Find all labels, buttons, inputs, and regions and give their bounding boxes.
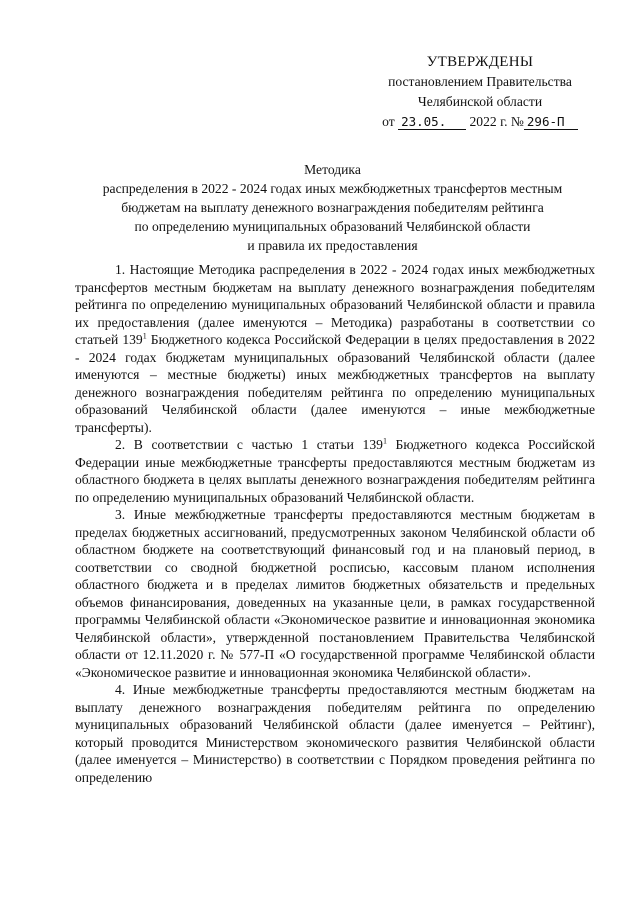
paragraph-2-text-a: 2. В соответствии с частью 1 статьи 139 (115, 437, 383, 452)
title-line-3: бюджетам на выплату денежного вознаграждения победителям рейтинга (121, 200, 544, 215)
approval-heading: УТВЕРЖДЕНЫ (426, 54, 534, 70)
paragraph-3: 3. Иные межбюджетные трансферты предоставляются местным бюджетам в пределах бюджетных ассигнований, предусмотренных законом Челябинской области об областном бюджете на соответствующий финансовый год и на плановый период, в соответствии со сводной бюджетной росписью, кассовым планом исполнения областного бюджета и в пределах лимитов бюджетных обязательств и предельных объемов финансирования, доведенных на указанные цели, в рамках государственной программы Челябинской области «Экономическое развитие и инновационная экономика Челябинской области», утвержденной постановлением Правительства Челябинской области от 12.11.2020 г. № 577-П «О государственной программе Челябинской области «Экономическое развитие и инновационная экономика Челябинской области». (75, 507, 595, 680)
paragraph-2-superscript: 1 (382, 436, 387, 446)
paragraph-2 (75, 436, 595, 506)
year-text: 2022 г. № (469, 114, 524, 129)
title-line-1: Методика (304, 162, 361, 177)
paragraph-1-text-a: 1. Настоящие Методика распределения в 2022 - 2024 годах иных межбюджетных трансфертов местным бюджетам на выплату денежного вознаграждения победителям рейтинга по определению муниципальных образований Челябинской области и правила их предоставления (далее именуются – Методика) разработаны в соответствии со статьей 139 (75, 262, 595, 347)
paragraph-1 (75, 261, 595, 436)
date-prefix: от (382, 114, 395, 129)
title-line-4: по определению муниципальных образований Челябинской области (134, 219, 531, 234)
document-body (75, 261, 595, 786)
title-line-2: распределения в 2022 - 2024 годах иных межбюджетных трансфертов местным (102, 181, 563, 196)
document-title (60, 160, 605, 255)
paragraph-2-text-b: Бюджетного кодекса Российской Федерации иные межбюджетные трансферты предоставляются местным бюджетам из областного бюджета в целях выплаты денежного вознаграждения победителям рейтинга по определению муниципальных образований Челябинской области. (75, 437, 595, 505)
approval-date-line (340, 112, 620, 132)
paragraph-4: 4. Иные межбюджетные трансферты предоставляются местным бюджетам на выплату денежного вознаграждения победителям рейтинга по определению муниципальных образований Челябинской области (далее именуется – Рейтинг), который проводится Министерством экономического развития Челябинской области (далее именуется – Министерство) в соответствии с Порядком проведения рейтинга по определению (75, 682, 595, 785)
approval-line-1: постановлением Правительства (388, 74, 572, 89)
approval-stamp (340, 52, 620, 132)
decree-number: 296-П (524, 115, 578, 130)
approval-line-2: Челябинской области (417, 94, 543, 109)
paragraph-1-text-b: Бюджетного кодекса Российской Федерации в целях предоставления в 2022 - 2024 годах бюджетам муниципальных образований Челябинской области (далее именуются – местные бюджеты) иных межбюджетных трансфертов на выплату денежного вознаграждения победителям рейтинга по определению муниципальных образований Челябинской области (далее именуются – иные межбюджетные трансферты). (75, 332, 595, 435)
date-value: 23.05. (398, 115, 466, 130)
paragraph-1-superscript: 1 (142, 331, 147, 341)
title-line-5: и правила их предоставления (247, 238, 418, 253)
